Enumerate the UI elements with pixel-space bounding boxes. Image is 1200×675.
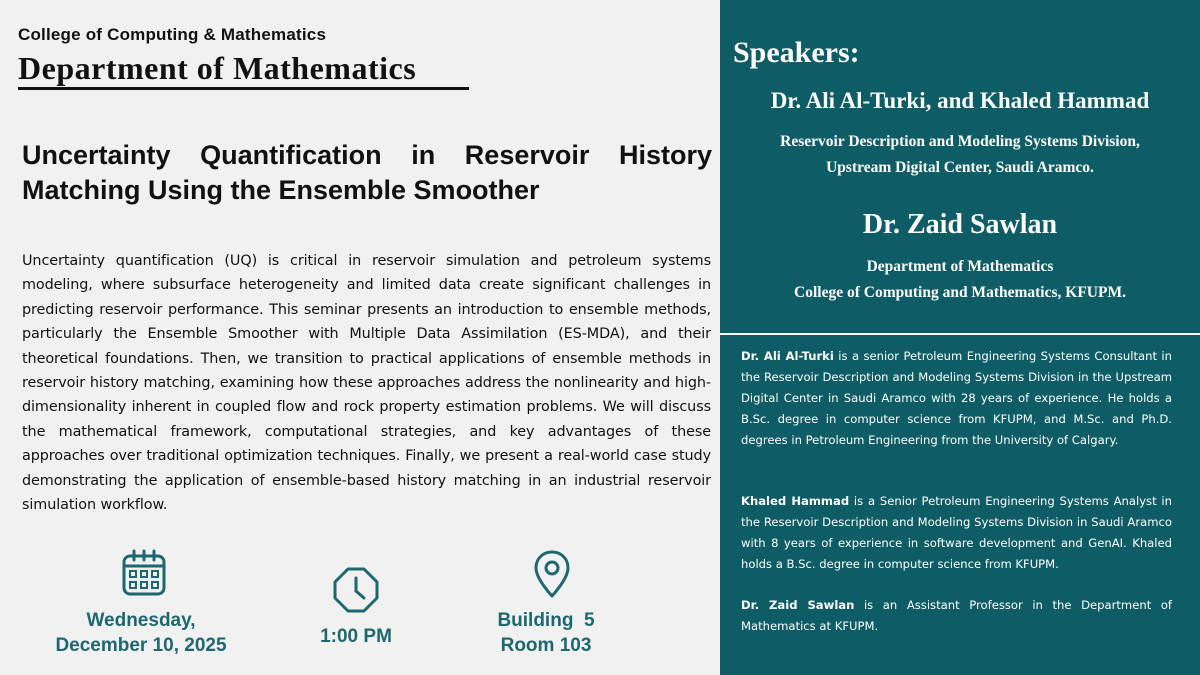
bio-zaid-sawlan [741,595,1172,637]
bio-ali-al-turki [741,346,1172,451]
speaker-group1-names: Dr. Ali Al-Turki, and Khaled Hammad [770,88,1150,113]
speaker-group1-affiliation-line2: Upstream Digital Center, Saudi Aramco. [826,159,1094,176]
event-date-weekday: Wednesday, [86,610,196,631]
speaker-group1-affiliation-line1: Reservoir Description and Modeling Systems Division, [780,133,1140,150]
bio-name: Dr. Zaid Sawlan [741,598,855,612]
event-date-day: December 10, 2025 [55,635,227,656]
bio-name: Dr. Ali Al-Turki [741,349,834,363]
department-underline [18,87,469,90]
event-date [36,608,246,658]
bio-text: is a Senior Petroleum Engineering Systems Analyst in the Reservoir Description and Modeling Systems Division in Saudi Aramco with 8 years of experience in software development and GenAI. Khaled holds a B.Sc. degree in computer science from KFUPM. [741,494,1172,571]
speaker-group2-affiliation-line2: College of Computing and Mathematics, KFUPM. [794,284,1126,301]
bio-text: is an Assistant Professor in the Department of Mathematics at KFUPM. [741,598,1172,633]
event-time: 1:00 PM [320,626,392,647]
bio-khaled-hammad [741,491,1172,575]
speakers-divider [720,333,1200,335]
seminar-title: Uncertainty Quantification in Reservoir History Matching Using the Ensemble Smoother [22,140,712,205]
speaker-group2-affiliation-line1: Department of Mathematics [866,258,1054,275]
seminar-abstract: Uncertainty quantification (UQ) is critical in reservoir simulation and petroleum systems modeling, where subsurface heterogeneity and limited data create significant challenges in predicting reservoir performance. This seminar presents an introduction to ensemble methods, particularly the Ensemble Smoother with Multiple Data Assimilation (ES-MDA), and their theoretical foundations. Then, we transition to practical applications of ensemble methods in reservoir history matching, examining how these approaches address the nonlinearity and high-dimensionality inherent in coupled flow and rock property estimation problems. We will discuss the mathematical framework, computational strategies, and key advantages of these approaches over traditional optimization techniques. Finally, we present a real-world case study demonstrating the application of ensemble-based history matching in an industrial reservoir simulation workflow. [22,253,711,514]
speakers-heading: Speakers: [733,36,860,69]
department-title: Department of Mathematics [18,50,417,86]
bio-name: Khaled Hammad [741,494,850,508]
speaker-group1-affiliation [720,129,1200,181]
speaker-group2-name: Dr. Zaid Sawlan [862,209,1058,240]
event-location [466,608,626,658]
speaker-group2-affiliation [720,254,1200,306]
clock-icon [332,566,380,614]
location-pin-icon [532,549,572,599]
bio-text: is a senior Petroleum Engineering Systems Consultant in the Reservoir Description and Modeling Systems Division in the Upstream Digital Center in Saudi Aramco with 28 years of experience. He holds a B.Sc. degree in computer science from KFUPM, and M.Sc. and Ph.D. degrees in Petroleum Engineering from the University of Calgary. [741,349,1173,447]
college-name: College of Computing & Mathematics [18,25,327,44]
event-location-room: Room 103 [500,635,592,656]
calendar-icon [120,549,168,597]
event-location-building: Building 5 [497,610,595,631]
